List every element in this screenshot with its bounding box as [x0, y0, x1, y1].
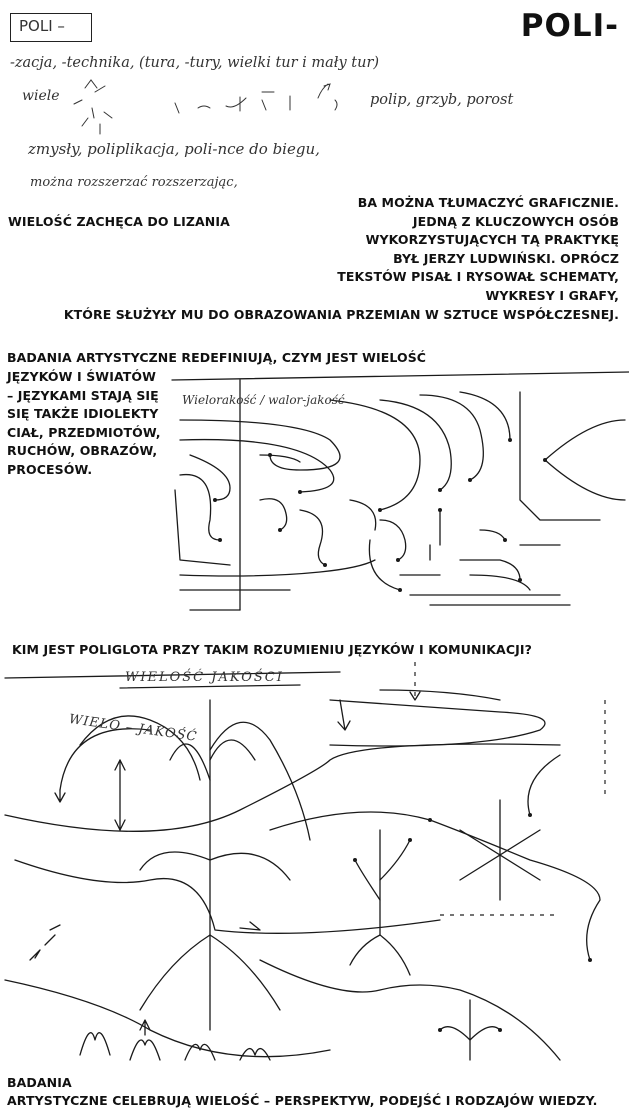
right-line-6: WYKRESY I GRAFY,: [485, 287, 619, 303]
note-line-3: zmysły, poliplikacja, poli-nce do biegu,: [28, 140, 320, 158]
right-line-2: JEDNĄ Z KLUCZOWYCH OSÓB: [412, 213, 619, 229]
badania-line-5: RUCHÓW, OBRAZÓW,: [7, 443, 158, 459]
right-line-1: BA MOŻNA TŁUMACZYĆ GRAFICZNIE.: [357, 195, 619, 210]
drawing-2-caption-a: WIELOŚĆ JAKOŚCI: [125, 670, 284, 685]
note-line-2b: polip, grzyb, porost: [370, 92, 514, 108]
badania-line-4: CIAŁ, PRZEDMIOTÓW,: [7, 424, 161, 440]
right-line-4: BYŁ JERZY LUDWIŃSKI. OPRÓCZ: [393, 250, 619, 266]
drawing-2-caption-b: WIELO – JAKOŚĆ: [67, 712, 199, 745]
left-phrase: WIELOŚĆ ZACHĘCA DO LIZANIA: [8, 214, 230, 229]
label-box-text: POLI –: [19, 17, 65, 35]
drawing-1-caption: Wielorakość / walor-jakość: [182, 393, 345, 407]
note-line-1: -zacja, -technika, (tura, -tury, wielki tur i mały tur): [10, 55, 380, 71]
note-line-2a: wiele: [22, 88, 60, 104]
right-line-5: TEKSTÓW PISAŁ I RYSOWAŁ SCHEMATY,: [337, 269, 619, 285]
right-line-3: WYKORZYSTUJĄCYCH TĄ PRAKTYKĘ: [365, 232, 619, 248]
question: KIM JEST POLIGLOTA PRZY TAKIM ROZUMIENIU JĘZYKÓW I KOMUNIKACJI?: [12, 642, 532, 657]
badania-line-6: PROCESÓW.: [7, 461, 93, 477]
note-line-4: można rozszerzać rozszerzając,: [30, 175, 238, 190]
badania-line-1: JĘZYKÓW I ŚWIATÓW: [7, 369, 156, 384]
footer-line-2: ARTYSTYCZNE CELEBRUJĄ WIELOŚĆ – PERSPEKTYW, PODEJŚĆ I RODZAJÓW WIEDZY.: [7, 1093, 598, 1108]
badania-line-2: – JĘZYKAMI STAJĄ SIĘ: [7, 387, 159, 403]
footer-line-1: BADANIA: [7, 1075, 72, 1090]
badania-title: BADANIA ARTYSTYCZNE REDEFINIUJĄ, CZYM JEST WIELOŚĆ: [7, 350, 427, 365]
badania-line-3: SIĘ TAKŻE IDIOLEKTY: [7, 406, 159, 422]
right-line-7: KTÓRE SŁUŻYŁY MU DO OBRAZOWANIA PRZEMIAN W SZTUCE WSPÓŁCZESNEJ.: [63, 306, 619, 322]
page-title: POLI-: [520, 8, 619, 44]
